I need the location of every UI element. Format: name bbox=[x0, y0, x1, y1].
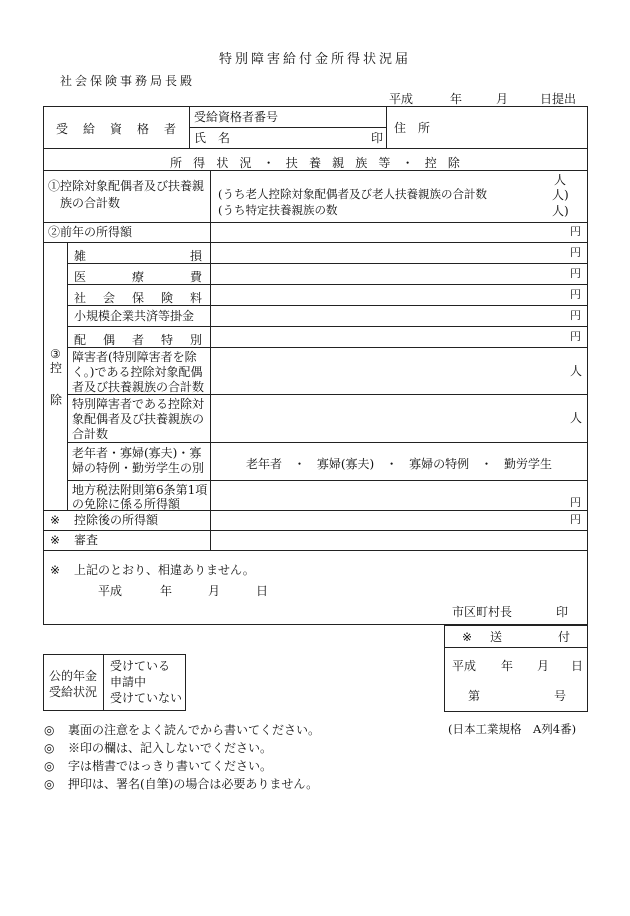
deduction-group-char: 控 bbox=[50, 361, 63, 375]
social-insurance-field[interactable] bbox=[212, 286, 567, 304]
note-mark: ◎ bbox=[44, 741, 55, 755]
elderly-dependents-label: (うち老人控除対象配偶者及び老人扶養親族の合計数 bbox=[218, 187, 487, 201]
note-text: 字は楷書ではっきり書いてください。 bbox=[68, 759, 273, 773]
spouse-special-label: 配 偶 者 特 別 bbox=[74, 333, 202, 347]
office-use-mark: ※ bbox=[462, 630, 473, 644]
dependents-label: ①控除対象配偶者及び扶養親 bbox=[48, 179, 205, 193]
pension-option-receiving[interactable]: 受けている bbox=[110, 659, 171, 673]
addressee: 社会保険事務局長殿 bbox=[60, 74, 196, 88]
dependents-total-field[interactable] bbox=[212, 172, 552, 187]
submission-era: 平成 bbox=[389, 92, 414, 106]
pension-status-label-2: 受給状況 bbox=[49, 685, 98, 699]
recipient-number-label: 受給資格者番号 bbox=[194, 110, 279, 124]
special-disabled-dependents-field[interactable] bbox=[212, 396, 567, 440]
prev-income-field[interactable] bbox=[212, 223, 567, 241]
note-mark: ◎ bbox=[44, 759, 55, 773]
pension-status-label: 公的年金 bbox=[49, 669, 98, 683]
office-use-mark: ※ bbox=[50, 513, 61, 527]
address-field[interactable] bbox=[430, 110, 585, 146]
social-insurance-label: 社 会 保 険 料 bbox=[74, 291, 202, 305]
option-separator: ・ bbox=[480, 457, 493, 471]
casualty-loss-label: 雑 損 bbox=[74, 249, 202, 263]
office-use-mark: ※ bbox=[50, 533, 61, 547]
unit-person-close: 人) bbox=[552, 204, 569, 218]
unit-person: 人 bbox=[570, 411, 583, 425]
medical-expense-field[interactable] bbox=[212, 265, 567, 283]
note-mark: ◎ bbox=[44, 723, 55, 737]
unit-yen: 円 bbox=[570, 246, 581, 259]
seal-mark: 印 bbox=[371, 131, 384, 145]
form-title: 特別障害給付金所得状況届 bbox=[218, 52, 411, 67]
option-separator: ・ bbox=[293, 457, 306, 471]
unit-yen: 円 bbox=[570, 288, 581, 301]
pension-option-applying[interactable]: 申請中 bbox=[110, 675, 147, 689]
option-widow[interactable]: 寡婦(寡夫) bbox=[316, 457, 375, 471]
deduction-group-num: ③ bbox=[50, 347, 61, 361]
option-widow-special[interactable]: 寡婦の特例 bbox=[409, 457, 470, 471]
applicant-heading: 受 給 資 格 者 bbox=[56, 122, 176, 136]
unit-person: 人 bbox=[570, 364, 583, 378]
review-label: 審査 bbox=[74, 533, 99, 547]
submission-year: 年 bbox=[450, 92, 463, 106]
mayor-label: 市区町村長 bbox=[452, 605, 513, 619]
unit-person-close: 人) bbox=[552, 188, 569, 202]
mayor-seal-mark: 印 bbox=[556, 605, 569, 619]
submission-day: 日提出 bbox=[540, 92, 577, 106]
casualty-loss-field[interactable] bbox=[212, 244, 567, 262]
option-working-student[interactable]: 勤労学生 bbox=[503, 457, 552, 471]
unit-yen: 円 bbox=[570, 513, 581, 526]
note-mark: ◎ bbox=[44, 777, 55, 791]
medical-expense-label: 医 療 費 bbox=[74, 270, 202, 284]
unit-person: 人 bbox=[554, 173, 567, 187]
name-field[interactable] bbox=[240, 129, 360, 147]
dependents-label-2: 族の合計数 bbox=[60, 196, 121, 210]
form-page: 特別障害給付金所得状況届 社会保険事務局長殿 平成 年 月 日提出 受 給 資 格 者 受給資格者番号 氏 名 印 住 所 所 得 状 況 ・ 扶 養 親 族 等 ・ 控 除 ①控除対象配偶者及び扶養親 族の合計数 (うち老人控除対象配偶者及び老人扶養親族の合計数 (うち特定扶養親族の数 人 人) 人) ②前年の所得額 円 ③ 控 除 雑 損 円 医 療 費 円 社 会 保 険 料 円 小規模企業共済等掛金 円 配 偶 者 特 別 円 障害者(特別障害者を除 く。)である控除対象配偶 者及び扶養親族の合計数 人 特別障害者である控除対 象配偶者及び扶養親族の 合計数 人 老年者・寡婦(寡夫)・寡 婦の特例・勤労学生の別 老年者 ・ 寡婦(寡夫) ・ 寡婦の特例 ・ 勤労学生 地方税法附則第6条第1項 の免除に係る所得額 円 ※ 控除後の所得額 円 ※ 審査 ※ 上記のとおり、相違ありません。 平成 年 月 日 市区町村長 印 ※ 送 付 平成 年 月 日 第 号 公的年金 受給状況 受けている 申請中 受けていない ◎ 裏面の注意をよく読んでから書いてください。 ◎ ※印の欄は、記入しないでください。 ◎ 字は楷書ではっきり書いてください。 ◎ 押印は、署名(自筆)の場合は必要ありません。 (日本工業規格 A列4番) bbox=[0, 0, 630, 916]
address-label: 住 所 bbox=[394, 121, 431, 135]
paper-standard-note: (日本工業規格 A列4番) bbox=[448, 722, 577, 736]
name-label: 氏 名 bbox=[194, 131, 231, 145]
unit-yen: 円 bbox=[570, 309, 581, 322]
disabled-dependents-field[interactable] bbox=[212, 349, 567, 393]
unit-yen: 円 bbox=[570, 330, 581, 343]
sending-label: 送 bbox=[490, 630, 503, 644]
submission-month: 月 bbox=[496, 92, 509, 106]
elderly-widow-student-options bbox=[246, 455, 552, 472]
option-separator: ・ bbox=[385, 457, 398, 471]
prev-income-label: ②前年の所得額 bbox=[48, 225, 133, 239]
pension-option-not-receiving[interactable]: 受けていない bbox=[110, 691, 183, 705]
small-enterprise-mutual-aid-field[interactable] bbox=[212, 307, 567, 325]
certification-text: 上記のとおり、相違ありません。 bbox=[74, 563, 255, 577]
office-use-mark: ※ bbox=[50, 563, 61, 577]
spouse-special-field[interactable] bbox=[212, 328, 567, 346]
local-tax-exemption-field[interactable] bbox=[212, 482, 567, 508]
deduction-group-char: 除 bbox=[50, 393, 63, 407]
unit-yen: 円 bbox=[570, 225, 581, 238]
specific-dependents-label: (うち特定扶養親族の数 bbox=[218, 203, 338, 217]
option-elderly[interactable]: 老年者 bbox=[246, 457, 283, 471]
note-text: ※印の欄は、記入しないでください。 bbox=[68, 741, 273, 755]
income-after-deduction-label: 控除後の所得額 bbox=[74, 513, 159, 527]
section-header: 所 得 状 況 ・ 扶 養 親 族 等 ・ 控 除 bbox=[170, 156, 460, 170]
unit-yen: 円 bbox=[570, 496, 581, 509]
unit-yen: 円 bbox=[570, 267, 581, 280]
sending-label-end: 付 bbox=[558, 630, 571, 644]
small-enterprise-mutual-aid-label: 小規模企業共済等掛金 bbox=[74, 309, 195, 323]
note-text: 押印は、署名(自筆)の場合は必要ありません。 bbox=[68, 777, 319, 791]
recipient-number-field[interactable] bbox=[300, 108, 384, 126]
income-after-deduction-field bbox=[212, 511, 567, 529]
note-text: 裏面の注意をよく読んでから書いてください。 bbox=[68, 723, 321, 737]
